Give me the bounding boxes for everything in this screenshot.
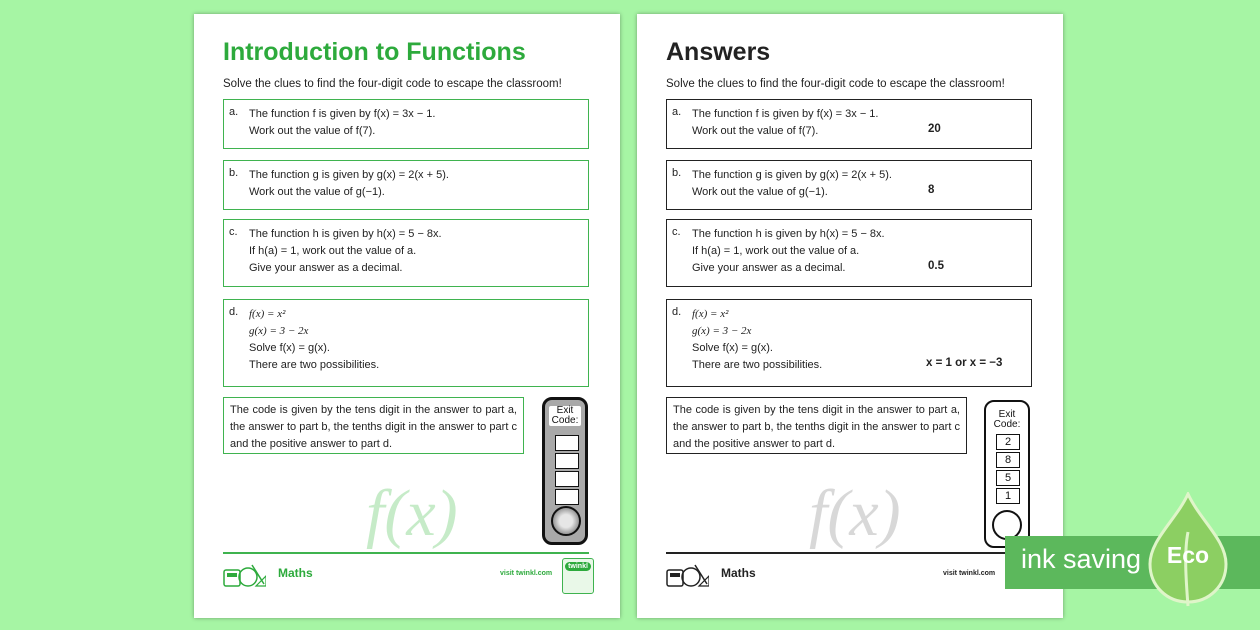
exit-label-line: Exit — [556, 405, 574, 416]
maths-tools-icon — [665, 562, 709, 588]
twinkl-logo-text: twinkl — [565, 562, 591, 571]
question-b-box — [223, 160, 589, 210]
twinkl-logo — [562, 558, 594, 594]
fx-watermark: f(x) — [366, 477, 458, 550]
question-a-box — [666, 99, 1032, 149]
question-line: There are two possibilities. — [249, 359, 380, 371]
question-label: b. — [672, 167, 682, 179]
question-line: Work out the value of f(7). — [692, 125, 819, 137]
question-line: The function h is given by h(x) = 5 − 8x. — [249, 228, 442, 240]
question-line: If h(a) = 1, work out the value of a. — [249, 245, 417, 257]
code-digit-box: 1 — [996, 488, 1020, 504]
page-title: Answers — [666, 38, 771, 66]
question-label: c. — [229, 226, 238, 238]
maths-tools-icon — [222, 562, 266, 588]
exit-code-panel — [984, 400, 1030, 548]
subject-label: Maths — [721, 566, 756, 580]
question-line: If h(a) = 1, work out the value of a. — [692, 245, 860, 257]
door-knob-icon — [551, 506, 581, 536]
code-instructions: The code is given by the tens digit in the answer to part a, the answer to part b, the tenths digit in the answer to part c and the positive answer to part d. — [666, 397, 967, 454]
question-line: g(x) = 3 − 2x — [692, 325, 752, 337]
intro-text: Solve the clues to find the four-digit code to escape the classroom! — [666, 78, 1005, 90]
question-line: Solve f(x) = g(x). — [692, 342, 773, 354]
question-a-box — [223, 99, 589, 149]
question-line: The function f is given by f(x) = 3x − 1. — [692, 108, 879, 120]
question-line: Give your answer as a decimal. — [249, 262, 403, 274]
eco-leaf-icon — [1148, 492, 1228, 608]
code-digit-box: 8 — [996, 452, 1020, 468]
question-label: d. — [229, 306, 239, 318]
intro-text: Solve the clues to find the four-digit code to escape the classroom! — [223, 78, 562, 90]
answer-value: 0.5 — [928, 260, 944, 272]
question-line: g(x) = 3 − 2x — [249, 325, 309, 337]
question-line: Solve f(x) = g(x). — [249, 342, 330, 354]
code-digit-box — [555, 453, 579, 469]
ink-saving-label: ink saving — [1021, 544, 1142, 574]
code-digit-box: 5 — [996, 470, 1020, 486]
question-b-box — [666, 160, 1032, 210]
question-label: a. — [229, 106, 239, 118]
answer-value: x = 1 or x = −3 — [926, 357, 1003, 369]
code-digit-box — [555, 489, 579, 505]
question-d-box — [223, 299, 589, 387]
question-line: Work out the value of f(7). — [249, 125, 376, 137]
exit-label-line: Exit — [998, 409, 1016, 420]
question-line: The function f is given by f(x) = 3x − 1. — [249, 108, 436, 120]
code-digit-box — [555, 471, 579, 487]
worksheet-page — [194, 14, 620, 618]
website-link[interactable]: visit twinkl.com — [943, 570, 996, 577]
question-c-box — [666, 219, 1032, 287]
code-instructions: The code is given by the tens digit in the answer to part a, the answer to part b, the tenths digit in the answer to part c and the positive answer to part d. — [223, 397, 524, 454]
question-line: f(x) = x² — [692, 308, 729, 320]
question-line: There are two possibilities. — [692, 359, 823, 371]
exit-code-label — [986, 410, 1028, 430]
answers-page — [637, 14, 1063, 618]
question-line: The function g is given by g(x) = 2(x + 5). — [692, 169, 892, 181]
question-label: c. — [672, 226, 681, 238]
exit-code-panel — [542, 397, 588, 545]
exit-label-line: Code: — [993, 419, 1021, 430]
eco-label: Eco — [1166, 542, 1210, 568]
question-line: Give your answer as a decimal. — [692, 262, 846, 274]
answer-value: 8 — [928, 184, 935, 196]
question-line: f(x) = x² — [249, 308, 286, 320]
question-line: Work out the value of g(−1). — [249, 186, 385, 198]
exit-label-line: Code: — [551, 415, 579, 426]
exit-code-label — [549, 406, 581, 426]
question-line: The function h is given by h(x) = 5 − 8x. — [692, 228, 885, 240]
question-label: d. — [672, 306, 682, 318]
page-title: Introduction to Functions — [223, 38, 526, 66]
code-digit-box: 2 — [996, 434, 1020, 450]
footer-rule — [223, 552, 589, 554]
question-label: a. — [672, 106, 682, 118]
question-line: Work out the value of g(−1). — [692, 186, 828, 198]
code-digit-box — [555, 435, 579, 451]
fx-watermark: f(x) — [809, 477, 901, 550]
footer-rule — [666, 552, 1032, 554]
question-d-box — [666, 299, 1032, 387]
question-line: The function g is given by g(x) = 2(x + 5). — [249, 169, 449, 181]
question-label: b. — [229, 167, 239, 179]
website-link[interactable]: visit twinkl.com — [500, 570, 553, 577]
answer-value: 20 — [928, 123, 941, 135]
question-c-box — [223, 219, 589, 287]
subject-label: Maths — [278, 566, 313, 580]
